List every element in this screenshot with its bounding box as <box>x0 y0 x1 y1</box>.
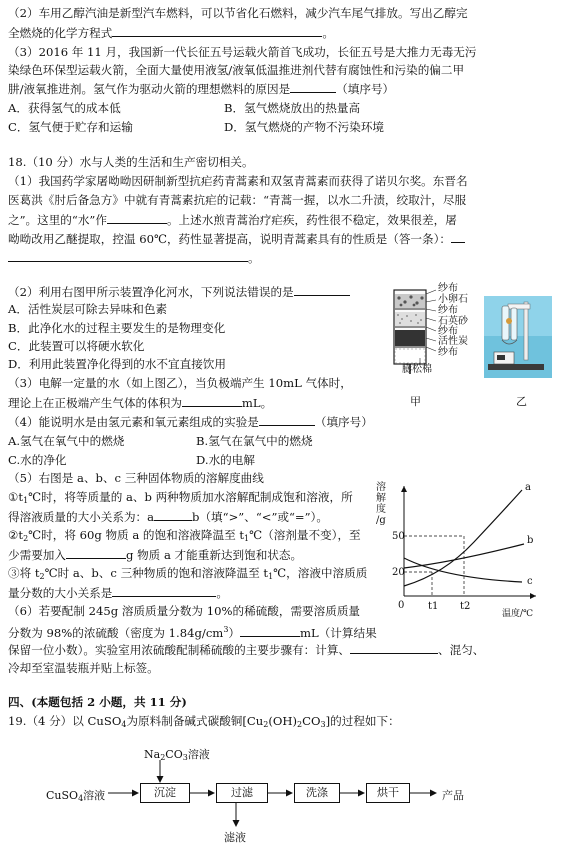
answer-blank <box>154 509 192 521</box>
y-label-char: 度 <box>376 504 386 515</box>
text: 19.（4 分）以 CuSO <box>8 714 122 728</box>
curve-b-label: b <box>527 535 534 546</box>
chart-y-axis-label <box>376 482 386 526</box>
q17-p2-line2 <box>8 25 334 40</box>
q19-stem: 19.（4 分）以 CuSO$_4$为原料制备碱式碳酸铜$[Cu_2(OH)_2CO_3]$的过程如下： <box>8 714 400 729</box>
q17-p2-text: 全燃烧的化学方程式 <box>8 26 113 40</box>
flow-step-washing: 洗涤 <box>294 783 340 803</box>
x-tick-t2: t2 <box>460 601 471 612</box>
text: ℃时，将等质量的 a、b 两种物质加水溶解配制成饱和溶液，所 <box>28 490 353 504</box>
text: ℃时 a、b、c 三种物质的饱和溶液降温至 t <box>44 566 269 580</box>
q18-p1-line2: 医葛洪《肘后备急方》中就有青蒿素抗疟的记载：“青蒿一握，以水二升渍，绞取汁，尽服 <box>8 193 467 207</box>
flow-reagent-label: $Na_2CO_3$溶液 <box>144 748 210 762</box>
chart-x-axis-label: 温度/℃ <box>502 609 534 619</box>
q17-option-a: A．获得氢气的成本低 <box>8 101 121 115</box>
q18-p4-option-c: C.水的净化 <box>8 453 67 467</box>
text: 保留一位小数）。实验室用浓硫酸配制稀硫酸的主要步骤有：计算、 <box>8 643 351 657</box>
purifier-label-gauze-4: 纱布 <box>438 347 458 358</box>
flow-step-precipitation: 沉淀 <box>140 783 190 803</box>
q17-p2-end: 。 <box>322 26 334 40</box>
q18-p6-line1: （6）若要配制 245g 溶质质量分数为 10%的稀硫酸，需要溶质质量 <box>8 604 361 618</box>
q18-p1-line5 <box>8 250 260 265</box>
text: ℃（溶剂量不变），至 <box>249 528 361 542</box>
q18-p4-tail: （填序号） <box>314 415 373 429</box>
text: CO <box>302 714 321 728</box>
q18-p1-line3 <box>8 212 457 227</box>
y-label-char: 溶 <box>376 482 386 493</box>
flow-step-filtration: 过滤 <box>216 783 268 803</box>
text: ①t <box>8 490 24 504</box>
q18-p3-unit: mL。 <box>241 396 273 410</box>
q18-p1-text-a: 之”。这里的“水”作 <box>8 213 107 227</box>
text: 量分数的大小关系是 <box>8 586 113 600</box>
q18-p3-line1: （3）电解一定量的水（如上图乙），当负极端产生 10mL 气体时， <box>8 376 352 390</box>
chart-origin: 0 <box>398 600 405 611</box>
q18-p4-question <box>8 414 373 429</box>
q18-p1-text-b: 。上述水煎青蒿治疗疟疾，药性很不稳定，效果很差，屠 <box>166 213 457 227</box>
purifier-label-activated-carbon: 活性炭 <box>438 336 468 347</box>
q18-p4-text: （4）能说明水是由氢元素和氧元素组成的实验是 <box>8 415 259 429</box>
q18-p2-question <box>8 284 350 299</box>
y-tick-50: 50 <box>392 531 405 542</box>
q18-p1-end: 。 <box>248 251 260 265</box>
q17-p2-line1: （2）车用乙醇汽油是新型汽车燃料，可以节省化石燃料，减少汽车尾气排放。写出乙醇完 <box>8 6 468 20</box>
section-4-heading: 四、(本题包括 2 小题，共 11 分) <box>8 695 187 709</box>
purifier-label-gauze-3: 纱布 <box>438 326 458 337</box>
figure-yi-caption: 乙 <box>516 395 527 408</box>
q17-p3-text: 肼/液氧推进剂。氢气作为驱动火箭的理想燃料的原因是 <box>8 82 291 96</box>
flow-product-label: 产品 <box>442 789 464 802</box>
text: 少需要加入 <box>8 548 66 562</box>
q17-p3-line3 <box>8 81 394 96</box>
text: ②t <box>8 528 24 542</box>
q18-p2-option-c: C．此装置可以将硬水软化 <box>8 339 145 353</box>
q18-p6-line2: 分数为 98%的浓硫酸（密度为 $1.84g/cm^3$） mL（计算结果 <box>8 625 377 640</box>
answer-blank <box>451 231 465 243</box>
q18-p2-option-a: A．活性炭层可除去异味和色素 <box>8 302 168 316</box>
text: ]的过程如下： <box>325 714 400 728</box>
flow-step-drying: 烘干 <box>366 783 410 803</box>
q18-p5-item2-line2 <box>8 547 302 562</box>
curve-a <box>404 490 522 586</box>
y-tick-20: 20 <box>392 567 405 578</box>
q18-p5-item3-line1: ③将 $t_2℃$时 a、b、c 三种物质的饱和溶液降温至 $t_1℃$，溶液中溶质质 <box>8 566 368 581</box>
q18-p1-line1: （1）我国药学家屠呦呦因研制新型抗疟药青蒿素和双氢青蒿素而获得了诺贝尔奖。东晋名 <box>8 174 468 188</box>
q17-p3-line1: （3）2016 年 11 月，我国新一代长征五号运载火箭首飞成功，长征五号是大推力无毒无污 <box>8 45 477 59</box>
q17-option-c: C．氢气便于贮存和运输 <box>8 120 133 134</box>
text: mL（计算结果 <box>300 626 377 640</box>
y-label-char: /g <box>376 515 386 526</box>
q18-p2-option-d: D．利用此装置净化得到的水不宜直接饮用 <box>8 357 226 371</box>
q18-p6-line4: 冷却至室温装瓶并贴上标签。 <box>8 661 159 675</box>
purifier-label-quartz-sand: 石英砂 <box>438 316 468 327</box>
answer-blank <box>112 25 322 37</box>
q18-p5-heading: （5）右图是 a、b、c 三种固体物质的溶解度曲线 <box>8 471 264 485</box>
electrolysis-drawing <box>484 296 552 378</box>
y-label-char: 解 <box>376 493 386 504</box>
q17-p3-line2: 染绿色环保型运载火箭，全面大量使用液氢/液氧低温推进剂代替有腐蚀性和污染的偏二甲 <box>8 63 465 77</box>
x-tick-t1: t1 <box>428 601 439 612</box>
answer-blank <box>294 284 350 296</box>
text: 为原料制备碱式碳酸铜[Cu <box>126 714 264 728</box>
answer-blank <box>182 395 242 407</box>
text: 。 <box>216 586 228 600</box>
text: ③将 t <box>8 566 40 580</box>
text: 、混匀、 <box>438 643 485 657</box>
q18-p6-line3 <box>8 642 484 657</box>
text: ℃时，将 60g 物质 a 的饱和溶液降温至 t <box>28 528 245 542</box>
answer-blank <box>290 81 336 93</box>
text: 分数为 98%的浓硫酸（密度为 1.84g/cm <box>8 626 224 640</box>
curve-c-label: c <box>527 576 533 587</box>
text: ℃，溶液中溶质质 <box>273 566 368 580</box>
answer-blank <box>350 642 438 654</box>
q18-p2-text: （2）利用右图甲所示装置净化河水，下列说法错误的是 <box>8 285 294 299</box>
q17-option-d: D．氢气燃烧的产物不污染环境 <box>224 120 385 134</box>
answer-blank <box>240 625 300 637</box>
q18-p5-item1-line2 <box>8 509 328 524</box>
text: (OH) <box>268 714 298 728</box>
purifier-label-cotton: 膨松棉 <box>402 364 432 375</box>
curve-a-label: a <box>525 482 531 493</box>
q18-p4-option-d: D.水的电解 <box>196 453 255 467</box>
figure-jia-caption: 甲 <box>410 395 421 408</box>
q18-p3-line2 <box>8 395 272 410</box>
q18-p1-line4 <box>8 231 465 246</box>
text: b（填“>”、“<”或“=”）。 <box>192 510 328 524</box>
text: ） <box>228 626 241 640</box>
text: 得溶液质量的大小关系为：a <box>8 510 155 524</box>
flow-waste-label: 滤液 <box>224 831 246 844</box>
q18-p1-text-c: 呦呦改用乙醚提取，控温 60℃，药性显著提高，说明青蒿素具有的性质是（答一条）： <box>8 232 451 246</box>
q18-p5-item3-line2 <box>8 585 228 600</box>
purifier-label-pebbles: 小卵石 <box>438 294 468 305</box>
answer-blank <box>8 250 248 262</box>
curve-c <box>404 558 522 582</box>
answer-blank <box>66 547 126 559</box>
answer-blank <box>112 585 216 597</box>
purifier-label-gauze-1: 纱布 <box>438 283 458 294</box>
answer-blank <box>259 414 315 426</box>
q18-p2-option-b: B．此净化水的过程主要发生的是物理变化 <box>8 321 226 335</box>
q18-p3-text: 理论上在正极端产生气体的体积为 <box>8 396 182 410</box>
answer-blank <box>107 212 167 224</box>
text: g 物质 a 才能重新达到饱和状态。 <box>125 548 303 562</box>
q18-heading: 18.（10 分）水与人类的生活和生产密切相关。 <box>8 155 254 169</box>
q18-p5-item1-line1: $①t_1℃$时，将等质量的 a、b 两种物质加水溶解配制成饱和溶液，所 <box>8 490 353 505</box>
electrolysis-apparatus-photo <box>484 296 552 378</box>
flow-start-label: CuSO$_4$溶液 <box>46 789 106 803</box>
purifier-label-gauze-2: 纱布 <box>438 305 458 316</box>
q18-p5-item2-line1: $②t_2℃$时，将 60g 物质 a 的饱和溶液降温至 $t_1℃$（溶剂量不变），至 <box>8 528 361 543</box>
q17-option-b: B．氢气燃烧放出的热量高 <box>224 101 361 115</box>
q17-p3-tail: （填序号） <box>336 82 395 96</box>
q18-p4-option-b: B.氢气在氯气中的燃烧 <box>196 434 313 448</box>
q18-p4-option-a: A.氢气在氧气中的燃烧 <box>8 434 125 448</box>
